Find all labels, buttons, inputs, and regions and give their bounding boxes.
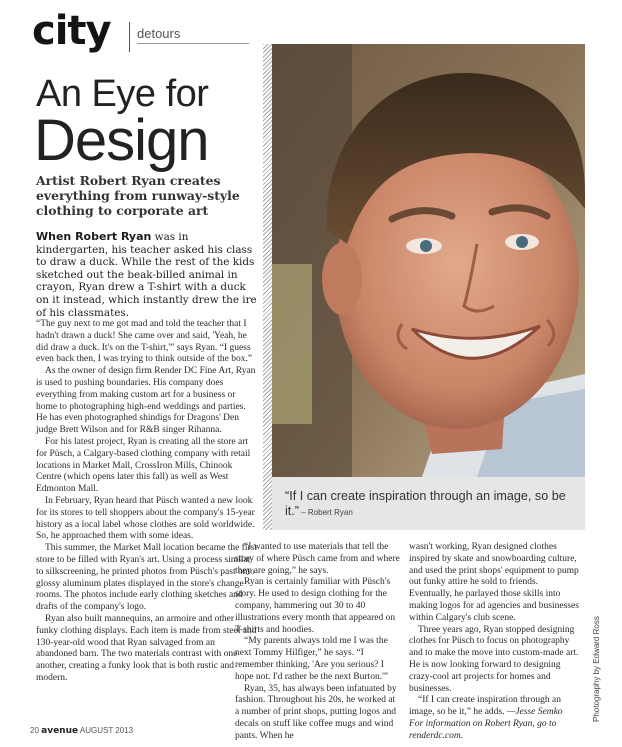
section-subtitle: detours: [137, 26, 181, 41]
lead-name: When Robert Ryan: [36, 230, 152, 243]
body-paragraph: Ryan also built mannequins, an armoire and other funky clothing displays. Each item is made from steel and 130-year-old wood that Ryan salvaged from an abandoned barn. The two materials contrast with one another, creating a funky look that is both rustic and modern.: [36, 613, 257, 683]
pullquote-text: “If I can create inspiration through an image, so be it.”: [285, 489, 566, 518]
page-number: 20: [30, 726, 39, 735]
photo-credit-text: Photography by Edward Ross: [592, 616, 601, 722]
body-paragraph: [409, 695, 581, 719]
page-footer: [30, 726, 133, 736]
body-paragraph: wasn't working, Ryan designed clothes inspired by skate and snowboarding culture, and used the print shops' equipment to pump out funky attire he sold to friends. Eventually, he parlayed those skills into making logos for ad agencies and businesses within Calgary's club scene.: [409, 542, 579, 623]
body-column-2: [235, 542, 401, 743]
body-paragraph: Ryan is certainly familiar with Püsch's story. He used to design clothing for the company, hammering out 30 to 40 illustrations every month that appeared on T-shirts and hoodies.: [235, 577, 396, 635]
photo-credit: [592, 612, 602, 722]
info-text: For information on Robert Ryan, go to renderdc.com.: [409, 718, 557, 741]
body-paragraph: For his latest project, Ryan is creating all the store art for Püsch, a Calgary-based clothing company with retail locations in Market Mall, CrossIron Mills, Chinook Centre (which opens later this fall) as well as West Edmonton Mall.: [36, 436, 251, 495]
headline-line-2: Design: [34, 108, 209, 173]
pullquote-attribution: – Robert Ryan: [299, 508, 353, 517]
body-paragraph: “The guy next to me got mad and told the teacher that I hadn't drawn a duck! She came over and said, 'Yeah, he did draw a duck. It's on the T-shirt,'” says Ryan. “I guess even back then, I was trying to think outside of the box.”: [36, 319, 253, 365]
issue-date: AUGUST 2013: [79, 726, 134, 735]
article-deck: Artist Robert Ryan creates everything from runway-style clothing to corporate art: [36, 173, 240, 218]
body-column-1: [36, 319, 258, 685]
section-title: city: [32, 8, 111, 54]
body-column-3: [409, 542, 581, 743]
portrait-photo: [272, 44, 585, 477]
body-paragraph: “I wanted to use materials that tell the story of where Püsch came from and where they are going,” he says.: [235, 542, 400, 576]
body-paragraph: Ryan, 35, has always been infatuated by fashion. Throughout his 20s, he worked at a number of print shops, putting logos and decals on stuff like coffee mugs and wind pants. When he: [235, 683, 397, 741]
byline: —Jesse Semko: [504, 707, 563, 718]
info-line: [409, 719, 581, 743]
body-paragraph: This summer, the Market Mall location became the first store to be filled with Ryan's art. Using a process similar to silkscreening, he printed photos from Püsch's past onto glossy aluminum plates displayed in the store's change rooms. The photos include early clothing sketches and drafts of the company's logo.: [36, 543, 257, 613]
hatch-strip: [263, 44, 272, 530]
magazine-name: avenue: [41, 726, 79, 736]
portrait-illustration: [272, 44, 585, 477]
pullquote: [285, 489, 575, 520]
lead-paragraph: [36, 231, 262, 319]
body-paragraph: “My parents always told me I was the next Tommy Hilfiger,” he says. “I remember thinking, 'Are you serious? I hope not. I'd rather be the next Burton.'”: [235, 636, 389, 682]
body-paragraph: In February, Ryan heard that Püsch wanted a new look for its stores to tell shoppers about the company's 15-year history as a local label whose clothes are sold worldwide. So, he approached them with some ideas.: [36, 495, 255, 542]
body-paragraph: As the owner of design firm Render DC Fine Art, Ryan is used to pushing boundaries. His company does everything from making custom art for a business or home to photographing high-end weddings and parties. He has even photographed shindigs for Dragons' Den judge Brett Wilson and for R&B singer Rihanna.: [36, 366, 256, 436]
masthead-divider: [129, 22, 130, 52]
closing-quote: “If I can create inspiration through an image, so be it,” he adds.: [409, 695, 561, 718]
body-paragraph: Three years ago, Ryan stopped designing clothes for Püsch to focus on photography and to make the move into custom-made art. He is now looking forward to designing crazy-cool art projects for homes and businesses.: [409, 624, 579, 694]
lead-text: was in kindergarten, his teacher asked his class to draw a duck. While the rest of the kids sketched out the beak-billed animal in crayon, Ryan drew a T-shirt with a duck on it instead, which instantly drew the ire of his classmates.: [36, 231, 257, 319]
headline-line-1: An Eye for: [36, 73, 209, 115]
masthead-rule: [137, 43, 249, 44]
